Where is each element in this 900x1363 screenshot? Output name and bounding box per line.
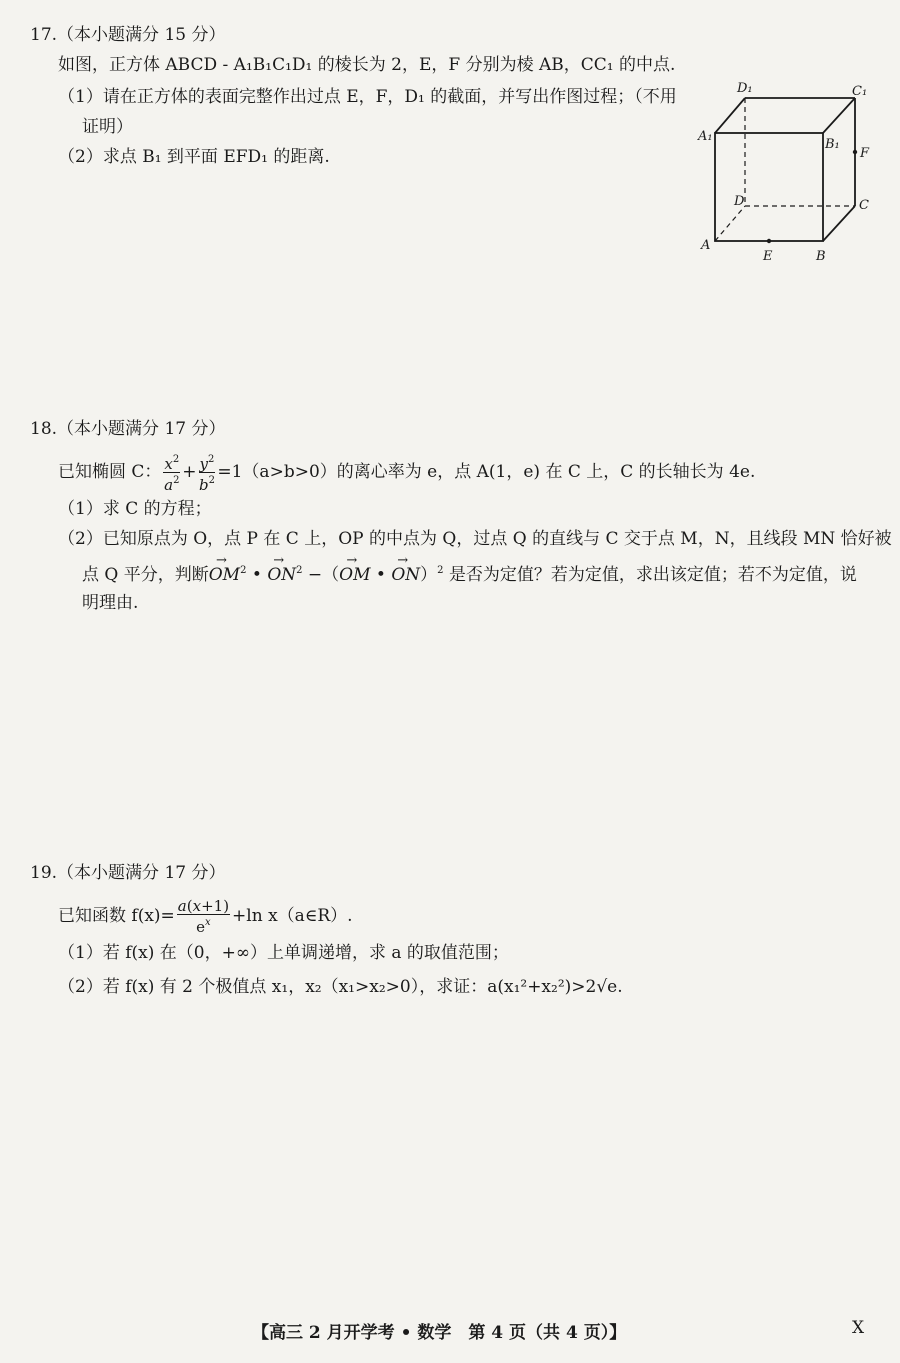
q19-part2: （2）若 f(x) 有 2 个极值点 x₁，x₂（x₁>x₂>0），求证：a(x₁²+x₂²)>2√e. xyxy=(58,977,623,997)
q19-stem-pre: 已知函数 f(x)= xyxy=(58,906,175,926)
q18-part2-end: 明理由. xyxy=(82,593,139,613)
label-a1: A₁ xyxy=(698,129,713,144)
function-fraction: $\frac{a(x+1)}{e^x}$ xyxy=(177,897,230,936)
q18-header: 18.（本小题满分 17 分） xyxy=(30,419,226,439)
label-c1: C₁ xyxy=(852,84,868,99)
label-e: E xyxy=(763,249,773,264)
q18-part2: （2）已知原点为 O，点 P 在 C 上，OP 的中点为 Q，过点 Q 的直线与 C 交于点 M，N，且线段 MN 恰好被 xyxy=(58,529,892,549)
label-d1: D₁ xyxy=(737,81,753,96)
ellipse-y-term: $\frac{y^2}{b^2}$ xyxy=(198,454,215,494)
q18-stem-post: =1（a>b>0）的离心率为 e，点 A(1，e) 在 C 上，C 的长轴长为 4e. xyxy=(217,462,756,482)
q19-part1: （1）若 f(x) 在（0，+∞）上单调递增，求 a 的取值范围； xyxy=(58,943,509,963)
label-c: C xyxy=(859,198,869,213)
q18-part1: （1）求 C 的方程； xyxy=(58,499,212,519)
q18-part2-cont-post: 是否为定值？若为定值，求出该定值；若不为定值，说 xyxy=(448,565,857,585)
q17-part1: （1）请在正方体的表面完整作出过点 E，F，D₁ 的截面，并写出作图过程；（不用 xyxy=(58,87,677,107)
q18-part2-cont-pre: 点 Q 平分，判断 xyxy=(82,565,209,585)
q17-part2: （2）求点 B₁ 到平面 EFD₁ 的距离. xyxy=(58,147,330,167)
page-footer: 【高三 2 月开学考 • 数学 第 4 页（共 4 页）】 xyxy=(252,1323,627,1343)
paper-code: X xyxy=(852,1318,865,1338)
ellipse-x-term: $\frac{x^2}{a^2}$ xyxy=(164,454,180,494)
q17-part1-cont: 证明） xyxy=(82,117,133,137)
q19-stem xyxy=(58,898,353,935)
q18-part2-cont: 点 Q 平分，判断→ $OM^2$ • → $ON^2$ −（→ OM • → ON）$^2$ 是否为定值？若为定值，求出该定值；若不为定值，说 xyxy=(82,558,857,588)
q17-header: 17.（本小题满分 15 分） xyxy=(30,25,226,45)
cube-figure xyxy=(695,78,875,268)
q17-stem: 如图，正方体 ABCD - A₁B₁C₁D₁ 的棱长为 2，E，F 分别为棱 AB，CC₁ 的中点. xyxy=(58,55,676,75)
label-d: D xyxy=(734,194,745,209)
q18-stem: 已知椭圆 C： $\frac{x^2}{a^2}$ + $\frac{y^2}{b^2}$ =1（a>b>0）的离心率为 e，点 A(1，e) 在 C 上，C 的长轴长为 4e. xyxy=(58,454,756,494)
q18-stem-pre: 已知椭圆 C： xyxy=(58,462,162,482)
q19-stem-post: +ln x（a∈R）. xyxy=(232,906,353,926)
q19-header: 19.（本小题满分 17 分） xyxy=(30,863,226,883)
label-f: F xyxy=(860,146,870,161)
point-e xyxy=(767,239,771,243)
label-a: A xyxy=(701,238,711,253)
label-b1: B₁ xyxy=(825,137,840,152)
point-f xyxy=(853,150,857,154)
label-b: B xyxy=(816,249,826,264)
